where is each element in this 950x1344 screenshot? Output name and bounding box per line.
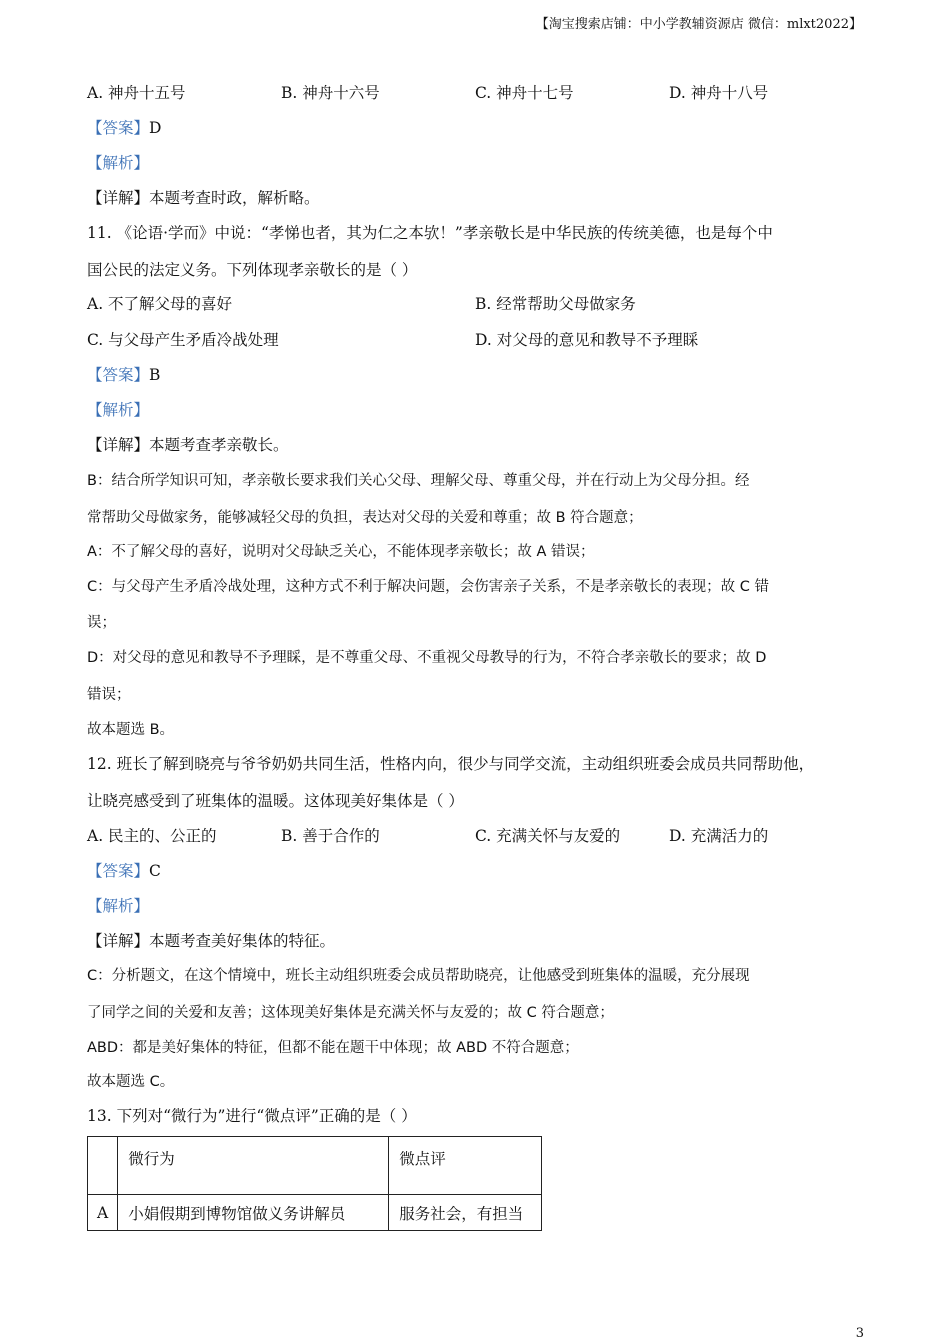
- table-cell: A: [88, 1195, 118, 1231]
- q12-option-a: A. 民主的、公正的: [87, 827, 217, 845]
- q11-option-a: A. 不了解父母的喜好: [87, 295, 233, 313]
- q11-option-b: B. 经常帮助父母做家务: [475, 295, 636, 313]
- q11-analysis-line: C：与父母产生矛盾冷战处理，这种方式不利于解决问题，会伤害亲子关系，不是孝亲敬长的表现；故 C 错: [87, 579, 769, 595]
- table-cell: 服务社会，有担当: [389, 1195, 542, 1231]
- q12-analysis-line: ABD：都是美好集体的特征，但都不能在题干中体现；故 ABD 不符合题意；: [87, 1040, 579, 1056]
- q11-option-c: C. 与父母产生矛盾冷战处理: [87, 331, 279, 349]
- q10-analysis-tag: 【解析】: [87, 154, 150, 172]
- q11-analysis-line: 常帮助父母做家务，能够减轻父母的负担，表达对父母的关爱和尊重；故 B 符合题意；: [87, 510, 643, 526]
- q12-analysis-line: 了同学之间的关爱和友善；这体现美好集体是充满关怀与友爱的；故 C 符合题意；: [87, 1005, 614, 1021]
- q12-analysis-line: C：分析题文，在这个情境中，班长主动组织班委会成员帮助晓亮，让他感受到班集体的温暖，充分展现: [87, 968, 750, 984]
- q13-stem: 13. 下列对“微行为”进行“微点评”正确的是（ ）: [87, 1107, 417, 1125]
- page-header: 【淘宝搜索店铺：中小学教辅资源店 微信：mlxt2022】: [535, 17, 862, 32]
- q11-option-d: D. 对父母的意见和教导不予理睬: [475, 331, 699, 349]
- q11-detail: 【详解】本题考查孝亲敬长。: [87, 436, 289, 454]
- q12-detail: 【详解】本题考查美好集体的特征。: [87, 932, 336, 950]
- table-header-row: [88, 1137, 542, 1195]
- table-header-cell: [88, 1137, 118, 1195]
- q12-stem-line2: 让晓亮感受到了班集体的温暖。这体现美好集体是（ ）: [87, 792, 464, 810]
- q11-answer: 【答案】B: [87, 366, 161, 384]
- q11-stem-line1: 11. 《论语·学而》中说：“孝悌也者，其为仁之本欤！”孝亲敬长是中华民族的传统美德，也是每个中: [87, 224, 773, 242]
- q12-answer: 【答案】C: [87, 862, 161, 880]
- q12-option-c: C. 充满关怀与友爱的: [475, 827, 621, 845]
- q11-analysis-tag: 【解析】: [87, 401, 150, 419]
- q11-analysis-line: 错误；: [87, 687, 131, 703]
- q10-option-a: A. 神舟十五号: [87, 84, 186, 102]
- q11-analysis-line: 误；: [87, 615, 116, 631]
- page-number: 3: [855, 1326, 864, 1341]
- q10-option-d: D. 神舟十八号: [669, 84, 769, 102]
- q11-analysis-line: B：结合所学知识可知，孝亲敬长要求我们关心父母、理解父母、尊重父母，并在行动上为父母分担。经: [87, 473, 750, 489]
- q12-analysis-line: 故本题选 C。: [87, 1074, 175, 1090]
- q10-option-c: C. 神舟十七号: [475, 84, 574, 102]
- table-header-cell: 微行为: [118, 1137, 389, 1195]
- q11-analysis-line: D：对父母的意见和教导不予理睬，是不尊重父母、不重视父母教导的行为，不符合孝亲敬长的要求；故 D: [87, 650, 767, 666]
- q12-option-b: B. 善于合作的: [281, 827, 380, 845]
- q12-option-d: D. 充满活力的: [669, 827, 769, 845]
- q10-answer: 【答案】D: [87, 119, 162, 137]
- q11-analysis-line: A：不了解父母的喜好，说明对父母缺乏关心，不能体现孝亲敬长；故 A 错误；: [87, 544, 595, 560]
- q12-stem-line1: 12. 班长了解到晓亮与爷爷奶奶共同生活，性格内向，很少与同学交流，主动组织班委会成员共同帮助他，: [87, 755, 815, 773]
- table-row: [88, 1195, 542, 1231]
- table-cell: 小娟假期到博物馆做义务讲解员: [118, 1195, 389, 1231]
- table-header-cell: 微点评: [389, 1137, 542, 1195]
- q10-option-b: B. 神舟十六号: [281, 84, 380, 102]
- q11-stem-line2: 国公民的法定义务。下列体现孝亲敬长的是（ ）: [87, 261, 418, 279]
- q13-table: [87, 1136, 542, 1231]
- q11-analysis-line: 故本题选 B。: [87, 722, 175, 738]
- q10-detail: 【详解】本题考查时政，解析略。: [87, 189, 320, 207]
- q12-analysis-tag: 【解析】: [87, 897, 150, 915]
